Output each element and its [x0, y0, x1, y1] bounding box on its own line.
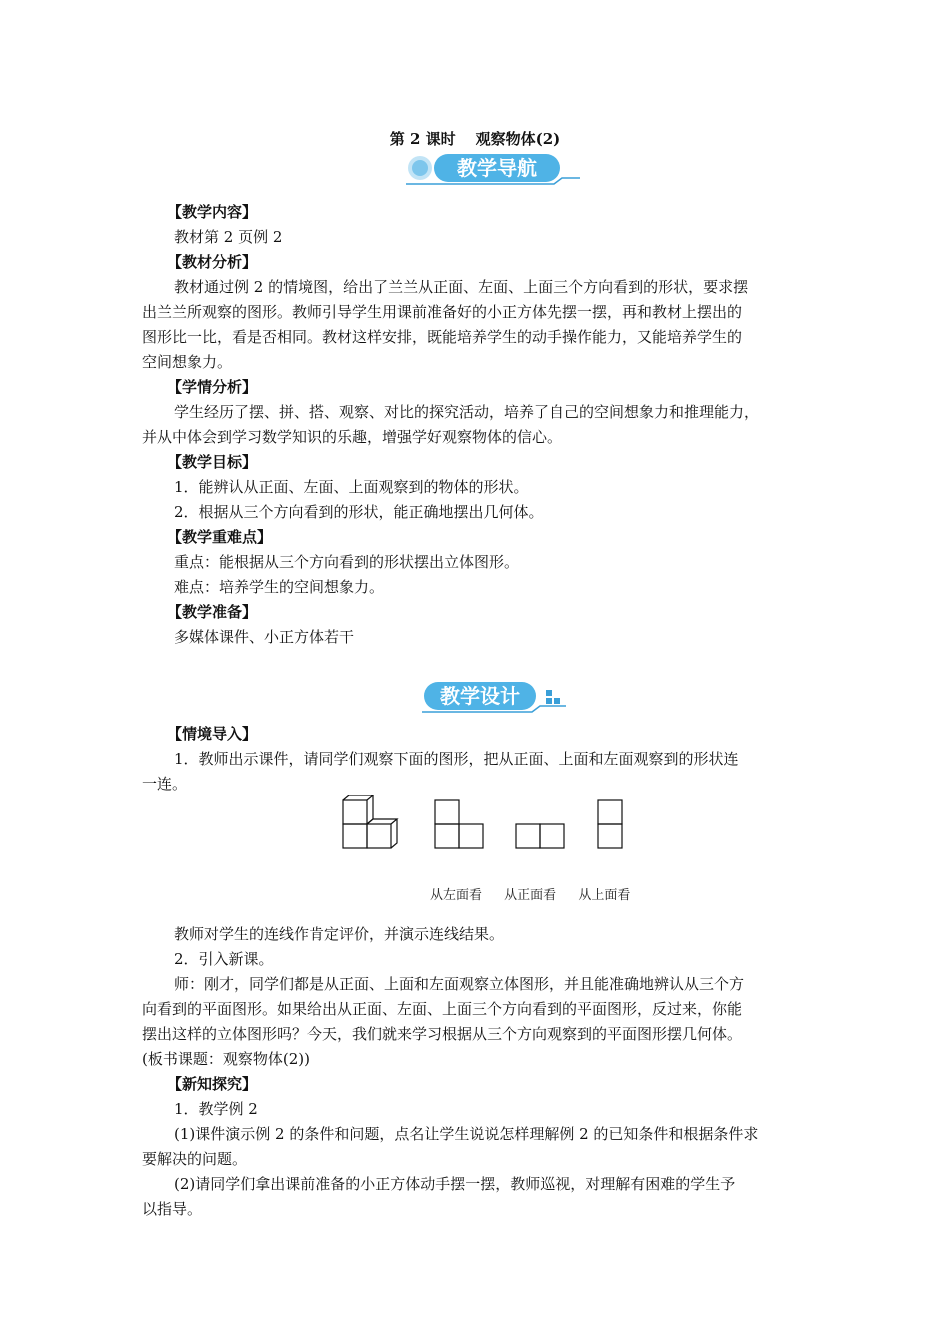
isometric-cubes	[343, 795, 397, 848]
analysis-line-4: 空间想象力。	[142, 353, 233, 371]
goal-heading: 【教学目标】	[167, 453, 258, 471]
lesson-body-top	[142, 200, 812, 650]
banner-nav-text: 教学导航	[457, 156, 537, 180]
content-body: 教材第 2 页例 2	[174, 228, 283, 246]
student-line-2: 并从中体会到学习数学知识的乐趣，增强学好观察物体的信心。	[142, 428, 563, 446]
prep-heading: 【教学准备】	[167, 603, 258, 621]
teaching-nav-banner	[404, 148, 584, 190]
lesson-title	[0, 128, 950, 149]
key-point: 重点：能根据从三个方向看到的形状摆出立体图形。	[174, 553, 520, 571]
teacher-line-4: (板书课题：观察物体(2))	[142, 1050, 310, 1068]
difficult-point: 难点：培养学生的空间想象力。	[174, 578, 385, 596]
intro-line-2: 一连。	[142, 775, 188, 793]
intro-line-1: 1．教师出示课件，请同学们观察下面的图形，把从正面、上面和左面观察到的形状连	[174, 750, 739, 768]
explore-heading: 【新知探究】	[167, 1075, 258, 1093]
teacher-line-2: 向看到的平面图形。如果给出从正面、左面、上面三个方向看到的平面图形，反过来，你能	[142, 1000, 743, 1018]
view-shape-left	[435, 800, 483, 848]
explore-item-3a: (2)请同学们拿出课前准备的小正方体动手摆一摆，教师巡视，对理解有困难的学生予	[174, 1175, 736, 1193]
lesson-number: 第 2 课时	[389, 130, 456, 148]
banner-design-text: 教学设计	[440, 684, 520, 708]
analysis-line-3: 图形比一比，看是否相同。教材这样安排，既能培养学生的动手操作能力，又能培养学生的	[142, 328, 743, 346]
student-heading: 【学情分析】	[167, 378, 258, 396]
view-shape-right	[598, 800, 622, 848]
prep-body: 多媒体课件、小正方体若干	[174, 628, 355, 646]
after-line-2: 2．引入新课。	[174, 950, 274, 968]
lesson-body-intro	[142, 722, 812, 797]
cube-views-svg	[340, 795, 660, 855]
cube-views-figure	[340, 795, 660, 855]
goal-item-1: 1．能辨认从正面、左面、上面观察到的物体的形状。	[174, 478, 529, 496]
teaching-design-banner	[420, 676, 570, 718]
explore-item-2a: (1)课件演示例 2 的条件和问题，点名让学生说说怎样理解例 2 的已知条件和根据条件求	[174, 1125, 759, 1143]
intro-heading: 【情境导入】	[167, 725, 258, 743]
view-shape-middle	[516, 824, 564, 848]
teacher-line-3: 摆出这样的立体图形吗？今天，我们就来学习根据从三个方向观察到的平面图形摆几何体。	[142, 1025, 743, 1043]
label-from-left: 从左面看	[430, 888, 483, 903]
student-line-1: 学生经历了摆、拼、搭、观察、对比的探究活动，培养了自己的空间想象力和推理能力，	[174, 403, 760, 421]
goal-item-2: 2．根据从三个方向看到的形状，能正确地摆出几何体。	[174, 503, 544, 521]
label-from-top: 从上面看	[578, 888, 631, 903]
key-heading: 【教学重难点】	[167, 528, 273, 546]
analysis-line-1: 教材通过例 2 的情境图，给出了兰兰从正面、左面、上面三个方向看到的形状，要求摆	[174, 278, 749, 296]
teacher-line-1: 师：刚才，同学们都是从正面、上面和左面观察立体图形，并且能准确地辨认从三个方	[174, 975, 745, 993]
lesson-body-bottom	[142, 922, 812, 1222]
explore-item-1: 1．教学例 2	[174, 1100, 258, 1118]
lesson-name: 观察物体(2)	[475, 130, 561, 148]
label-from-front: 从正面看	[504, 888, 557, 903]
after-line-1: 教师对学生的连线作肯定评价，并演示连线结果。	[174, 925, 505, 943]
content-heading: 【教学内容】	[167, 203, 258, 221]
analysis-line-2: 出兰兰所观察的图形。教师引导学生用课前准备好的小正方体先摆一摆，再和教材上摆出的	[142, 303, 743, 321]
analysis-heading: 【教材分析】	[167, 253, 258, 271]
figure-view-labels	[430, 884, 648, 903]
explore-item-2b: 要解决的问题。	[142, 1150, 248, 1168]
explore-item-3b: 以指导。	[142, 1200, 203, 1218]
